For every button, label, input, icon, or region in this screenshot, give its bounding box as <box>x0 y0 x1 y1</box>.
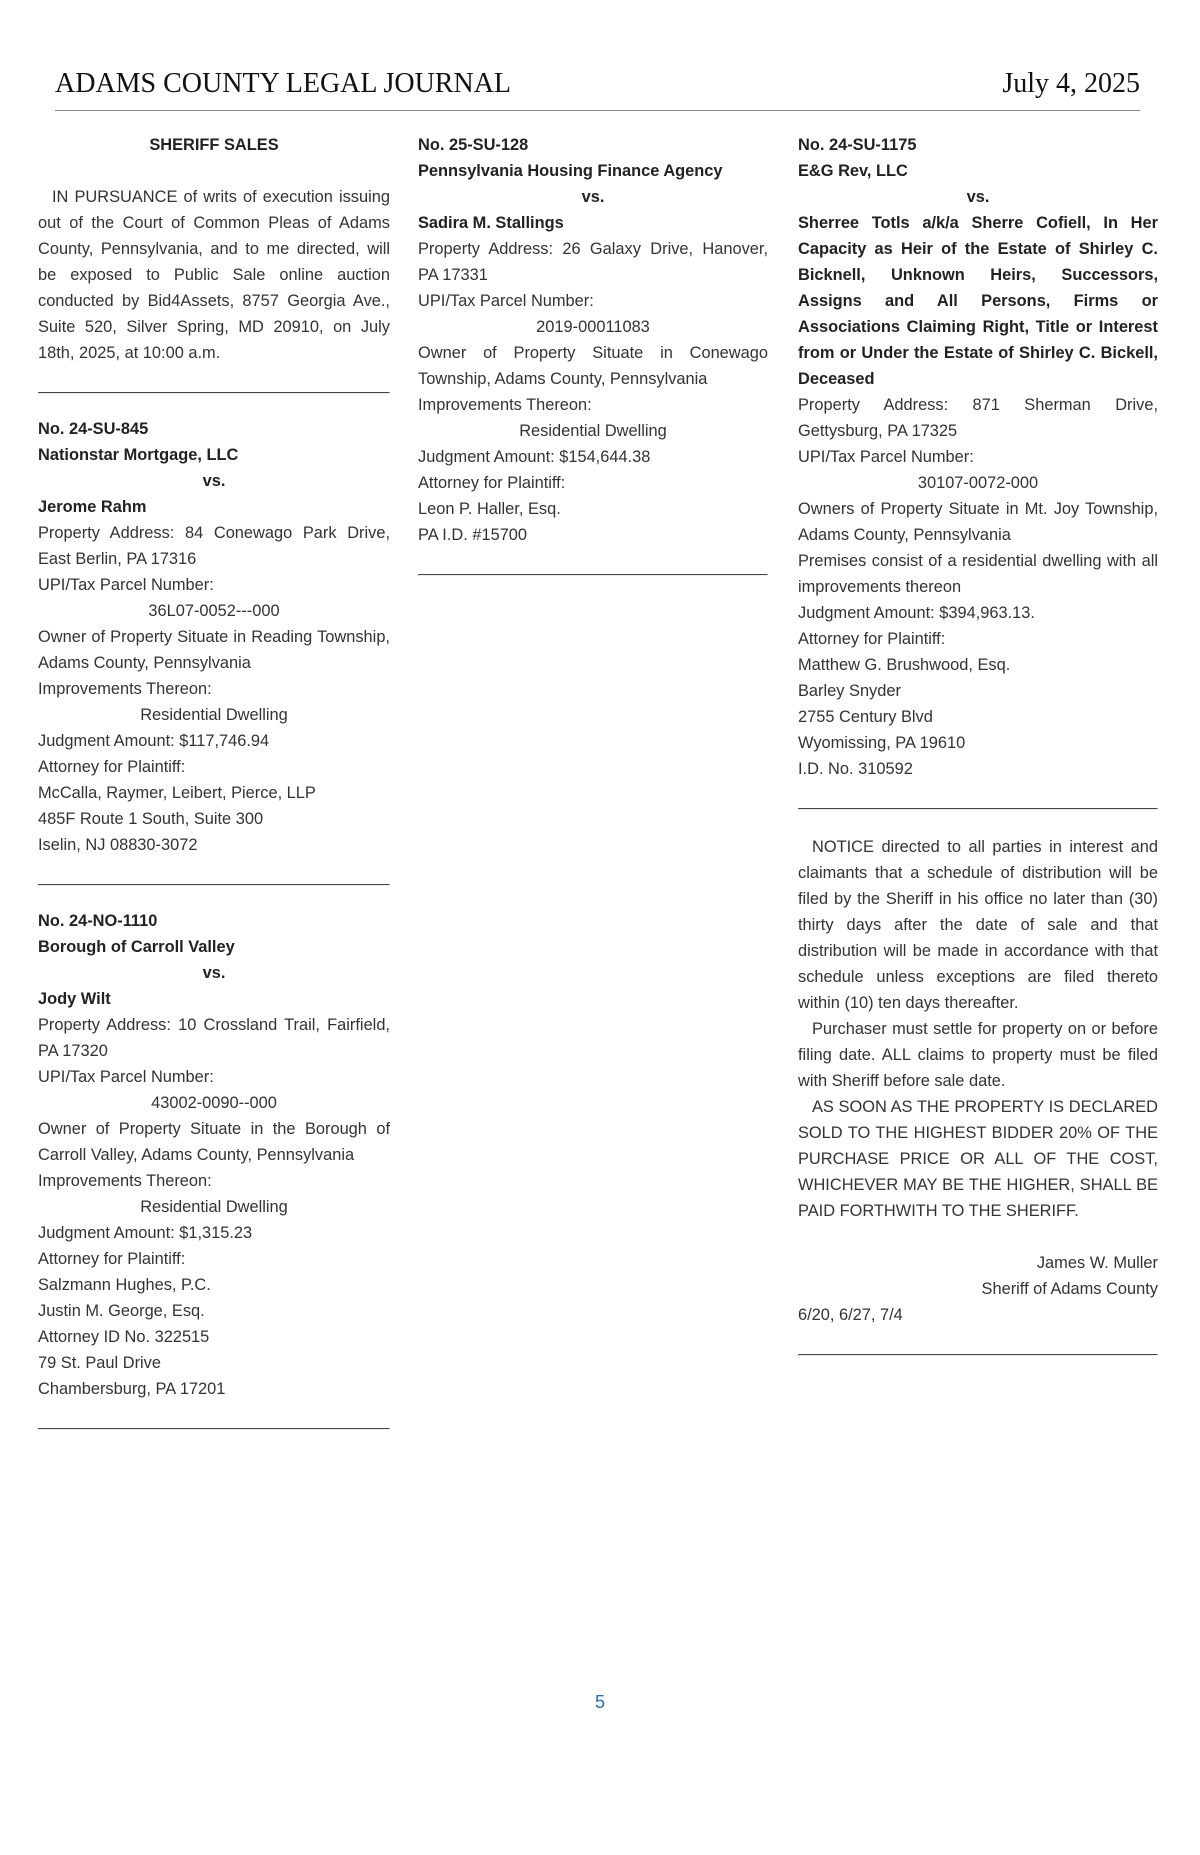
attorney-label: Attorney for Plaintiff: <box>418 474 566 492</box>
upi-label: UPI/Tax Parcel Number: <box>798 448 974 466</box>
page-header <box>55 68 1140 111</box>
attorney-line: Iselin, NJ 08830-3072 <box>38 836 198 854</box>
upi-number: 43002-0090--000 <box>151 1094 277 1112</box>
upi-label: UPI/Tax Parcel Number: <box>38 576 214 594</box>
defendant: Jody Wilt <box>38 990 111 1008</box>
attorney-line: Attorney ID No. 322515 <box>38 1328 210 1346</box>
notice-paragraph: Purchaser must settle for property on or before filing date. ALL claims to property must be filed with Sheriff before sale date. <box>798 1020 1158 1090</box>
sheriff-name: James W. Muller <box>1036 1254 1158 1272</box>
owner-statement: Owner of Property Situate in Conewago Township, Adams County, Pennsylvania <box>418 344 768 388</box>
upi-number: 36L07-0052---000 <box>148 602 280 620</box>
attorney-line: Leon P. Haller, Esq. <box>418 500 561 518</box>
attorney-label: Attorney for Plaintiff: <box>798 630 946 648</box>
judgment-amount: Judgment Amount: $394,963.13. <box>798 604 1035 622</box>
attorney-label: Attorney for Plaintiff: <box>38 1250 186 1268</box>
versus: vs. <box>202 964 226 982</box>
attorney-line: Chambersburg, PA 17201 <box>38 1380 226 1398</box>
improvements: Residential Dwelling <box>519 422 667 440</box>
case-number: No. 24-NO-1110 <box>38 912 158 930</box>
owner-statement: Owner of Property Situate in the Borough of Carroll Valley, Adams County, Pennsylvania <box>38 1120 390 1164</box>
notice-paragraph: AS SOON AS THE PROPERTY IS DECLARED SOLD TO THE HIGHEST BIDDER 20% OF THE PURCHASE PRICE OR ALL OF THE COST, WHICHEVER MAY BE THE HIGHER, SHALL BE PAID FORTHWITH TO THE SHERIFF. <box>798 1098 1158 1220</box>
attorney-line: Salzmann Hughes, P.C. <box>38 1276 211 1294</box>
notice-paragraph: NOTICE directed to all parties in interest and claimants that a schedule of distribution will be filed by the Sheriff in his office no later than (30) thirty days after the date of sale and that distribution will be made in accordance with that schedule unless exceptions are filed thereto within (10) ten days thereafter. <box>798 838 1158 1012</box>
case-25-su-128 <box>418 132 768 548</box>
issue-date: July 4, 2025 <box>1002 68 1140 99</box>
column-2 <box>418 132 768 576</box>
plaintiff: Pennsylvania Housing Finance Agency <box>418 162 723 180</box>
versus: vs. <box>581 188 605 206</box>
attorney-line: PA I.D. #15700 <box>418 526 528 544</box>
attorney-line: 2755 Century Blvd <box>798 708 933 726</box>
column-3 <box>798 132 1158 1356</box>
attorney-label: Attorney for Plaintiff: <box>38 758 186 776</box>
divider <box>418 574 768 576</box>
divider <box>798 1354 1158 1356</box>
column-1 <box>38 132 390 1430</box>
upi-number: 30107-0072-000 <box>917 474 1039 492</box>
journal-title: ADAMS COUNTY LEGAL JOURNAL <box>55 68 512 99</box>
owner-statement: Owner of Property Situate in Reading Township, Adams County, Pennsylvania <box>38 628 390 672</box>
improvements-label: Improvements Thereon: <box>418 396 592 414</box>
property-address: Property Address: 10 Crossland Trail, Fairfield, PA 17320 <box>38 1016 390 1060</box>
judgment-amount: Judgment Amount: $117,746.94 <box>38 732 270 750</box>
sheriff-title: Sheriff of Adams County <box>981 1280 1158 1298</box>
attorney-line: 485F Route 1 South, Suite 300 <box>38 810 264 828</box>
attorney-line: I.D. No. 310592 <box>798 760 913 778</box>
judgment-amount: Judgment Amount: $1,315.23 <box>38 1224 253 1242</box>
improvements-label: Improvements Thereon: <box>38 680 212 698</box>
improvements: Residential Dwelling <box>140 706 288 724</box>
case-number: No. 24-SU-845 <box>38 420 149 438</box>
plaintiff: E&G Rev, LLC <box>798 162 908 180</box>
versus: vs. <box>202 472 226 490</box>
property-address: Property Address: 26 Galaxy Drive, Hanover, PA 17331 <box>418 240 768 284</box>
intro-paragraph: IN PURSUANCE of writs of execution issuing out of the Court of Common Pleas of Adams County, Pennsylvania, and to me directed, will be exposed to Public Sale online auction conducted by Bid4Assets, 8757 Georgia Ave., Suite 520, Silver Spring, MD 20910, on July 18th, 2025, at 10:00 a.m. <box>38 188 390 362</box>
attorney-line: McCalla, Raymer, Leibert, Pierce, LLP <box>38 784 316 802</box>
attorney-line: Wyomissing, PA 19610 <box>798 734 966 752</box>
property-address: Property Address: 871 Sherman Drive, Gettysburg, PA 17325 <box>798 396 1158 440</box>
case-24-su-1175 <box>798 132 1158 782</box>
plaintiff: Nationstar Mortgage, LLC <box>38 446 239 464</box>
case-24-su-845 <box>38 416 390 858</box>
upi-label: UPI/Tax Parcel Number: <box>418 292 594 310</box>
plaintiff: Borough of Carroll Valley <box>38 938 235 956</box>
owner-statement: Owners of Property Situate in Mt. Joy Township, Adams County, Pennsylvania <box>798 500 1158 544</box>
case-number: No. 24-SU-1175 <box>798 136 917 154</box>
defendant: Sherree Totls a/k/a Sherre Cofiell, In Her Capacity as Heir of the Estate of Shirley C. Bicknell, Unknown Heirs, Successors, Assigns and All Persons, Firms or Associations Claiming Right, Title or Interest from or Under the Estate of Shirley C. Bickell, Deceased <box>798 214 1158 388</box>
property-address: Property Address: 84 Conewago Park Drive, East Berlin, PA 17316 <box>38 524 390 568</box>
upi-number: 2019-00011083 <box>536 318 650 336</box>
attorney-line: Matthew G. Brushwood, Esq. <box>798 656 1011 674</box>
attorney-line: Justin M. George, Esq. <box>38 1302 205 1320</box>
publication-dates: 6/20, 6/27, 7/4 <box>798 1306 903 1324</box>
versus: vs. <box>966 188 990 206</box>
improvements-label: Improvements Thereon: <box>38 1172 212 1190</box>
case-24-no-1110 <box>38 908 390 1402</box>
defendant: Sadira M. Stallings <box>418 214 564 232</box>
page-number: 5 <box>594 1692 605 1712</box>
upi-label: UPI/Tax Parcel Number: <box>38 1068 214 1086</box>
premises-statement: Premises consist of a residential dwelling with all improvements thereon <box>798 552 1158 596</box>
section-heading: SHERIFF SALES <box>149 136 279 154</box>
improvements: Residential Dwelling <box>140 1198 288 1216</box>
distribution-notice <box>798 834 1158 1328</box>
attorney-line: Barley Snyder <box>798 682 901 700</box>
judgment-amount: Judgment Amount: $154,644.38 <box>418 448 651 466</box>
defendant: Jerome Rahm <box>38 498 147 516</box>
divider <box>38 1428 390 1430</box>
attorney-line: 79 St. Paul Drive <box>38 1354 161 1372</box>
case-number: No. 25-SU-128 <box>418 136 529 154</box>
